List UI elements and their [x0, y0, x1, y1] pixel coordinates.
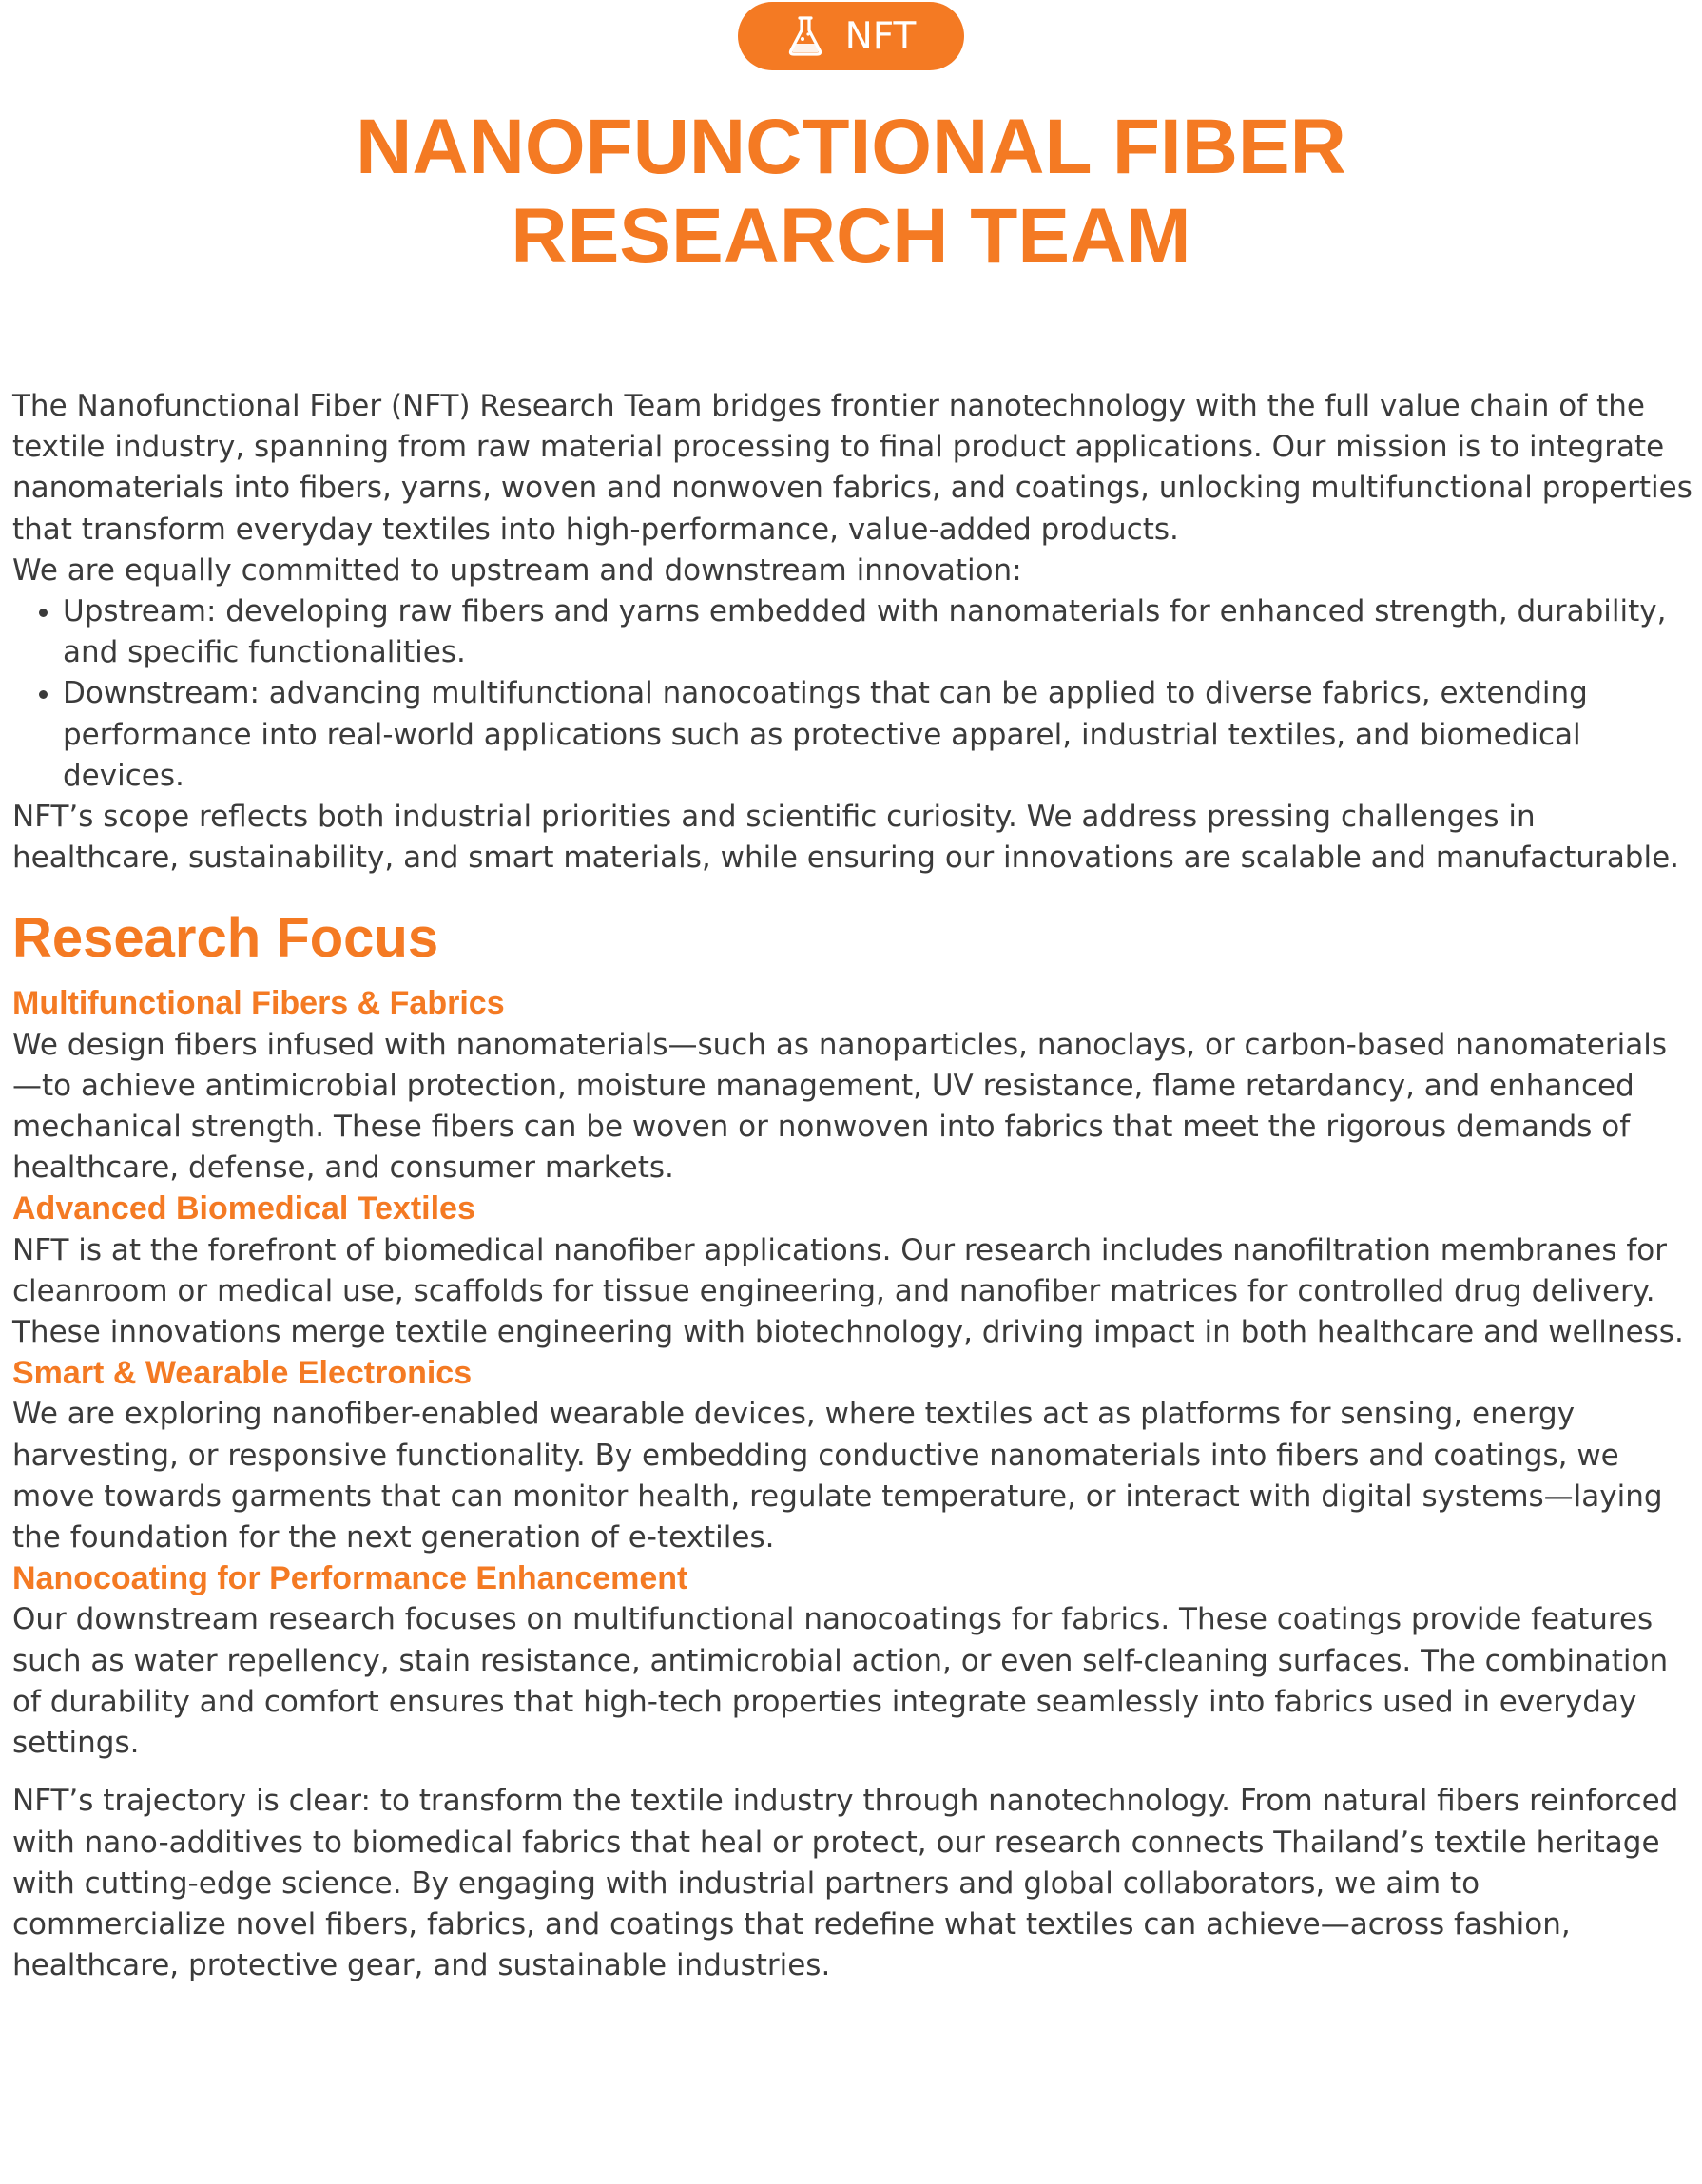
- innovation-list: [12, 591, 1693, 797]
- badge-label: NFT: [844, 14, 917, 58]
- page-title: [0, 103, 1702, 281]
- intro-paragraph: The Nanofunctional Fiber (NFT) Research Team bridges frontier nanotechnology with the full value chain of the textile industry, spanning from raw material processing to final product applications. Our mission is to integrate nanomaterials into fibers, yarns, woven and nonwoven fabrics, and coatings, unlocking multifunctional properties that transform everyday textiles into high-performance, value-added products.: [12, 389, 1692, 547]
- list-item-downstream: • Downstream: advancing multifunctional nanocoatings that can be applied to diverse fabrics, extending performance into real-world applications such as protective apparel, industrial textiles, and biomedical devices.: [63, 673, 1693, 797]
- focus-text-wearables: We are exploring nanofiber-enabled wearable devices, where textiles act as platforms for sensing, energy harvesting, or responsive functionality. By embedding conductive nanomaterials into fibers and coatings, we move towards garments that can monitor health, regulate temperature, or interact with digital systems—laying the foundation for the next generation of e-textiles.: [12, 1397, 1663, 1556]
- closing-paragraph: NFT’s trajectory is clear: to transform the textile industry through nanotechnology. From natural fibers reinforced with nano-additives to biomedical fabrics that heal or protect, our research connects Thailand’s textile heritage with cutting-edge science. By engaging with industrial partners and global collaborators, we aim to commercialize novel fibers, fabrics, and coatings that redefine what textiles can achieve—across fashion, healthcare, protective gear, and sustainable industries.: [12, 1784, 1679, 1983]
- title-line-2: RESEARCH TEAM: [511, 193, 1191, 280]
- nft-badge: [738, 2, 964, 70]
- list-item-upstream: • Upstream: developing raw fibers and yarns embedded with nanomaterials for enhanced strength, durability, and specific functionalities.: [63, 591, 1693, 673]
- intro-scope: NFT’s scope reflects both industrial priorities and scientific curiosity. We address pressing challenges in healthcare, sustainability, and smart materials, while ensuring our innovations are scalable and manufacturable.: [12, 800, 1680, 876]
- focus-title-biomedical: Advanced Biomedical Textiles: [12, 1190, 475, 1227]
- main-content: [12, 386, 1693, 1986]
- focus-title-fibers: Multifunctional Fibers & Fabrics: [12, 985, 505, 1022]
- focus-title-nanocoating: Nanocoating for Performance Enhancement: [12, 1560, 688, 1597]
- research-focus-heading: Research Focus: [12, 907, 439, 970]
- focus-text-nanocoating: Our downstream research focuses on multifunctional nanocoatings for fabrics. These coatings provide features such as water repellency, stain resistance, antimicrobial action, or even self-cleaning surfaces. The combination of durability and comfort ensures that high-tech properties integrate seamlessly into fabrics used in everyday settings.: [12, 1602, 1669, 1761]
- badge-container: [0, 2, 1702, 70]
- focus-title-wearables: Smart & Wearable Electronics: [12, 1355, 473, 1392]
- flask-icon: [786, 15, 824, 57]
- intro-commitment: We are equally committed to upstream and downstream innovation:: [12, 552, 1022, 588]
- title-line-1: NANOFUNCTIONAL FIBER: [356, 104, 1346, 190]
- focus-text-fibers: We design fibers infused with nanomaterials—such as nanoparticles, nanoclays, or carbon-based nanomaterials—to achieve antimicrobial protection, moisture management, UV resistance, flame retardancy, and enhanced mechanical strength. These fibers can be woven or nonwoven into fabrics that meet the rigorous demands of healthcare, defense, and consumer markets.: [12, 1027, 1668, 1186]
- focus-text-biomedical: NFT is at the forefront of biomedical nanofiber applications. Our research includes nanofiltration membranes for cleanroom or medical use, scaffolds for tissue engineering, and nanofiber matrices for controlled drug delivery. These innovations merge textile engineering with biotechnology, driving impact in both healthcare and wellness.: [12, 1232, 1684, 1350]
